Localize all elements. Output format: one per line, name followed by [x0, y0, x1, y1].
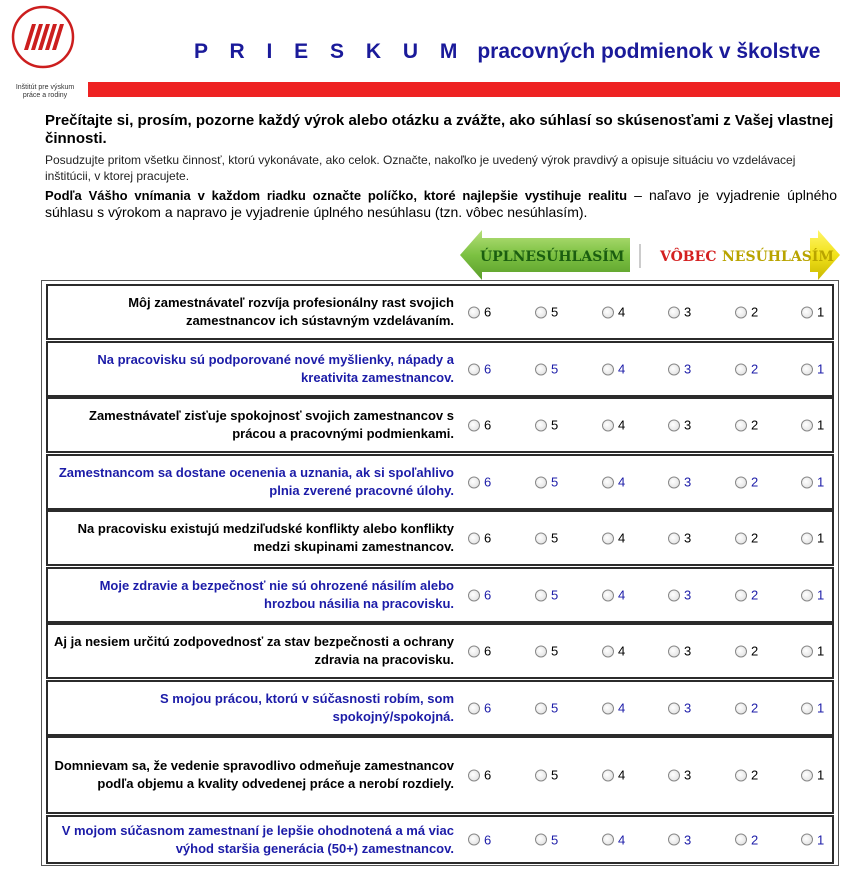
- radio-button[interactable]: [468, 589, 480, 601]
- radio-button[interactable]: [468, 306, 480, 318]
- radio-button[interactable]: [468, 476, 480, 488]
- rating-options: [460, 399, 828, 451]
- instructions-rating-note: [45, 187, 837, 221]
- rating-option-label: 1: [817, 700, 825, 716]
- rating-option-label: 5: [551, 530, 559, 546]
- rating-option-1[interactable]: [801, 644, 824, 659]
- rating-option-label: 2: [751, 700, 759, 716]
- scale-left-word2: SÚHLASÍM: [536, 249, 625, 265]
- rating-option-label: 2: [751, 361, 759, 377]
- rating-option-2[interactable]: [735, 531, 758, 546]
- rating-option-label: 1: [817, 361, 825, 377]
- rating-option-label: 1: [817, 832, 825, 847]
- rating-option-label: 4: [618, 474, 626, 490]
- rating-option-label: 6: [484, 643, 492, 659]
- radio-button[interactable]: [468, 532, 480, 544]
- radio-button[interactable]: [801, 834, 813, 846]
- radio-button[interactable]: [468, 419, 480, 431]
- page-title-subject: pracovných podmienok v školstve: [477, 40, 821, 63]
- rating-option-5[interactable]: [535, 701, 558, 716]
- rating-option-4[interactable]: [602, 588, 625, 603]
- rating-option-label: 3: [684, 417, 692, 433]
- rating-option-4[interactable]: [602, 701, 625, 716]
- rating-option-label: 4: [618, 587, 626, 603]
- rating-option-2[interactable]: [735, 701, 758, 716]
- rating-option-6[interactable]: [468, 362, 491, 377]
- rating-option-label: 4: [618, 361, 626, 377]
- rating-option-3[interactable]: [668, 832, 691, 847]
- radio-button[interactable]: [735, 834, 747, 846]
- radio-button[interactable]: [735, 769, 747, 781]
- rating-option-1[interactable]: [801, 418, 824, 433]
- radio-button[interactable]: [535, 645, 547, 657]
- rating-option-1[interactable]: [801, 588, 824, 603]
- rating-option-3[interactable]: [668, 418, 691, 433]
- rating-options: [460, 569, 828, 621]
- radio-button[interactable]: [735, 363, 747, 375]
- rating-options: [460, 456, 828, 508]
- radio-button[interactable]: [735, 306, 747, 318]
- rating-option-label: 2: [751, 474, 759, 490]
- question-row: [46, 454, 834, 510]
- rating-option-3[interactable]: [668, 768, 691, 783]
- radio-button[interactable]: [602, 306, 614, 318]
- rating-option-label: 6: [484, 417, 492, 433]
- radio-button[interactable]: [735, 589, 747, 601]
- radio-button[interactable]: [602, 645, 614, 657]
- radio-button[interactable]: [602, 702, 614, 714]
- rating-option-label: 4: [618, 767, 626, 783]
- radio-button[interactable]: [602, 419, 614, 431]
- rating-option-3[interactable]: [668, 305, 691, 320]
- rating-option-label: 3: [684, 700, 692, 716]
- question-row: [46, 510, 834, 566]
- rating-option-label: 4: [618, 700, 626, 716]
- question-text: Moje zdravie a bezpečnosť nie sú ohrozené násilím alebo hrozbou násilia na pracovisku.: [99, 578, 454, 611]
- rating-option-2[interactable]: [735, 362, 758, 377]
- radio-button[interactable]: [602, 769, 614, 781]
- rating-option-label: 5: [551, 832, 559, 847]
- rating-option-label: 5: [551, 587, 559, 603]
- rating-option-2[interactable]: [735, 588, 758, 603]
- rating-option-label: 6: [484, 700, 492, 716]
- instructions-heading: Prečítajte si, prosím, pozorne každý výrok alebo otázku a zvážte, ako súhlasí so skúsenosťami z Vašej vlastnej činnosti.: [45, 112, 834, 147]
- rating-option-label: 4: [618, 643, 626, 659]
- radio-button[interactable]: [668, 589, 680, 601]
- rating-option-label: 6: [484, 832, 492, 847]
- question-row: [46, 567, 834, 623]
- question-row: [46, 815, 834, 864]
- rating-option-label: 1: [817, 530, 825, 546]
- rating-option-label: 2: [751, 832, 759, 847]
- question-row: [46, 736, 834, 814]
- rating-option-label: 1: [817, 474, 825, 490]
- radio-button[interactable]: [668, 306, 680, 318]
- radio-button[interactable]: [468, 363, 480, 375]
- rating-option-1[interactable]: [801, 475, 824, 490]
- rating-option-5[interactable]: [535, 768, 558, 783]
- radio-button[interactable]: [468, 769, 480, 781]
- rating-option-3[interactable]: [668, 362, 691, 377]
- rating-option-label: 3: [684, 361, 692, 377]
- rating-options: [460, 625, 828, 677]
- rating-option-label: 1: [817, 304, 825, 320]
- question-text: Zamestnancom sa dostane ocenenia a uznania, ak si spoľahlivo plnia zverené pracovné úlohy.: [58, 465, 454, 498]
- rating-option-6[interactable]: [468, 768, 491, 783]
- rating-option-3[interactable]: [668, 475, 691, 490]
- rating-option-label: 3: [684, 304, 692, 320]
- rating-option-label: 5: [551, 417, 559, 433]
- rating-option-2[interactable]: [735, 475, 758, 490]
- logo-caption: [6, 84, 84, 100]
- radio-button[interactable]: [668, 702, 680, 714]
- rating-option-4[interactable]: [602, 644, 625, 659]
- rating-option-1[interactable]: [801, 362, 824, 377]
- rating-option-5[interactable]: [535, 644, 558, 659]
- rating-option-5[interactable]: [535, 588, 558, 603]
- rating-option-label: 3: [684, 530, 692, 546]
- rating-option-5[interactable]: [535, 418, 558, 433]
- rating-option-1[interactable]: [801, 768, 824, 783]
- rating-note-bold: Podľa Vášho vnímania v každom riadku označte políčko, ktoré najlepšie vystihuje realitu: [45, 188, 628, 203]
- logo-caption-line1: Inštitút pre výskum: [15, 84, 75, 91]
- rating-option-1[interactable]: [801, 305, 824, 320]
- radio-button[interactable]: [801, 769, 813, 781]
- instructions: [45, 112, 837, 221]
- question-text: Na pracovisku sú podporované nové myšlienky, nápady a kreativita zamestnancov.: [97, 352, 454, 385]
- radio-button[interactable]: [468, 834, 480, 846]
- rating-option-label: 5: [551, 700, 559, 716]
- radio-button[interactable]: [735, 702, 747, 714]
- radio-button[interactable]: [602, 532, 614, 544]
- rating-option-label: 2: [751, 767, 759, 783]
- radio-button[interactable]: [535, 419, 547, 431]
- question-row: [46, 341, 834, 397]
- radio-button[interactable]: [535, 834, 547, 846]
- rating-options: [460, 512, 828, 564]
- rating-option-label: 6: [484, 530, 492, 546]
- radio-button[interactable]: [801, 419, 813, 431]
- scale-right-word2: NESÚHLASÍM: [722, 249, 834, 265]
- rating-option-2[interactable]: [735, 418, 758, 433]
- rating-options: [460, 343, 828, 395]
- question-text: Domnievam sa, že vedenie spravodlivo odmeňuje zamestnancov podľa objemu a kvality odvedenej práce a nerobí rozdiely.: [54, 758, 454, 791]
- page-title: [194, 40, 820, 64]
- rating-option-4[interactable]: [602, 475, 625, 490]
- logo-emblem-icon: [10, 4, 76, 70]
- rating-option-3[interactable]: [668, 701, 691, 716]
- rating-option-label: 2: [751, 417, 759, 433]
- rating-option-label: 5: [551, 304, 559, 320]
- rating-option-label: 3: [684, 474, 692, 490]
- rating-option-label: 3: [684, 832, 692, 847]
- rating-option-4[interactable]: [602, 531, 625, 546]
- rating-option-3[interactable]: [668, 588, 691, 603]
- question-row: [46, 284, 834, 340]
- question-text: Môj zamestnávateľ rozvíja profesionálny rast svojich zamestnancov ich sústavným vzdelávaním.: [128, 295, 454, 328]
- radio-button[interactable]: [668, 769, 680, 781]
- rating-option-label: 1: [817, 417, 825, 433]
- rating-option-4[interactable]: [602, 305, 625, 320]
- rating-option-label: 3: [684, 767, 692, 783]
- radio-button[interactable]: [668, 363, 680, 375]
- rating-option-label: 3: [684, 643, 692, 659]
- rating-option-3[interactable]: [668, 644, 691, 659]
- rating-option-label: 6: [484, 361, 492, 377]
- rating-option-4[interactable]: [602, 362, 625, 377]
- question-text: S mojou prácou, ktorú v súčasnosti robím, som spokojný/spokojná.: [160, 691, 454, 724]
- header-divider-bar: [88, 82, 840, 97]
- rating-options: [460, 738, 828, 812]
- rating-option-label: 3: [684, 587, 692, 603]
- rating-option-6[interactable]: [468, 531, 491, 546]
- rating-option-label: 1: [817, 587, 825, 603]
- radio-button[interactable]: [735, 419, 747, 431]
- radio-button[interactable]: [735, 476, 747, 488]
- instructions-paragraph: Posudzujte pritom všetku činnosť, ktorú vykonávate, ako celok. Označte, nakoľko je uvedený výrok pravdivý a opisuje situáciu vo vzdelávacej inštitúcii, v ktorej pracujete.: [45, 153, 796, 183]
- rating-option-label: 5: [551, 361, 559, 377]
- question-text: Aj ja nesiem určitú zodpovednosť za stav bezpečnosti a ochrany zdravia na pracovisku.: [54, 634, 454, 667]
- rating-options: [460, 682, 828, 734]
- radio-button[interactable]: [801, 476, 813, 488]
- rating-option-label: 4: [618, 417, 626, 433]
- radio-button[interactable]: [535, 702, 547, 714]
- rating-option-label: 4: [618, 832, 626, 847]
- radio-button[interactable]: [801, 589, 813, 601]
- radio-button[interactable]: [735, 532, 747, 544]
- radio-button[interactable]: [602, 834, 614, 846]
- rating-option-label: 1: [817, 643, 825, 659]
- rating-option-label: 6: [484, 474, 492, 490]
- institute-logo: [6, 4, 84, 104]
- radio-button[interactable]: [801, 532, 813, 544]
- rating-option-label: 2: [751, 304, 759, 320]
- radio-button[interactable]: [668, 645, 680, 657]
- question-row: [46, 623, 834, 679]
- rating-option-label: 6: [484, 587, 492, 603]
- radio-button[interactable]: [535, 769, 547, 781]
- radio-button[interactable]: [468, 645, 480, 657]
- radio-button[interactable]: [535, 532, 547, 544]
- rating-option-6[interactable]: [468, 701, 491, 716]
- radio-button[interactable]: [468, 702, 480, 714]
- question-text: Zamestnávateľ zisťuje spokojnosť svojich zamestnancov s prácou a pracovnými podmienkami.: [89, 408, 454, 441]
- scale-left-word1: ÚPLNE: [480, 249, 537, 265]
- rating-option-5[interactable]: [535, 362, 558, 377]
- rating-option-1[interactable]: [801, 701, 824, 716]
- rating-option-2[interactable]: [735, 305, 758, 320]
- rating-note-rest: – naľavo je vyjadrenie úplného súhlasu s výrokom a napravo je vyjadrenie úplného nesúhlasu (tzn. vôbec nesúhlasím).: [45, 187, 837, 220]
- radio-button[interactable]: [801, 363, 813, 375]
- radio-button[interactable]: [535, 476, 547, 488]
- radio-button[interactable]: [602, 363, 614, 375]
- rating-option-5[interactable]: [535, 531, 558, 546]
- radio-button[interactable]: [602, 589, 614, 601]
- rating-option-label: 2: [751, 643, 759, 659]
- scale-right-word1: VÔBEC: [660, 249, 717, 265]
- rating-option-label: 4: [618, 530, 626, 546]
- radio-button[interactable]: [535, 306, 547, 318]
- radio-button[interactable]: [535, 363, 547, 375]
- rating-option-label: 5: [551, 474, 559, 490]
- radio-button[interactable]: [735, 645, 747, 657]
- rating-option-label: 6: [484, 767, 492, 783]
- rating-option-6[interactable]: [468, 475, 491, 490]
- rating-option-label: 2: [751, 530, 759, 546]
- radio-button[interactable]: [801, 306, 813, 318]
- radio-button[interactable]: [801, 702, 813, 714]
- logo-caption-line2: práce a rodiny: [22, 92, 68, 99]
- rating-option-3[interactable]: [668, 531, 691, 546]
- radio-button[interactable]: [668, 834, 680, 846]
- rating-option-2[interactable]: [735, 768, 758, 783]
- rating-option-5[interactable]: [535, 305, 558, 320]
- rating-option-2[interactable]: [735, 832, 758, 847]
- question-text: Na pracovisku existujú medziľudské konflikty alebo konflikty medzi skupinami zamestnancov.: [77, 521, 454, 554]
- rating-option-label: 1: [817, 767, 825, 783]
- rating-option-4[interactable]: [602, 418, 625, 433]
- rating-option-label: 5: [551, 767, 559, 783]
- rating-option-6[interactable]: [468, 832, 491, 847]
- rating-option-1[interactable]: [801, 531, 824, 546]
- radio-button[interactable]: [801, 645, 813, 657]
- page-title-survey: P R I E S K U M: [194, 40, 466, 63]
- rating-options: [460, 817, 828, 862]
- question-text: V mojom súčasnom zamestnaní je lepšie ohodnotená a má viac výhod staršia generácia (50+) zamestnancov.: [61, 822, 454, 856]
- rating-option-6[interactable]: [468, 644, 491, 659]
- radio-button[interactable]: [668, 419, 680, 431]
- rating-option-4[interactable]: [602, 768, 625, 783]
- rating-option-6[interactable]: [468, 588, 491, 603]
- question-row: [46, 680, 834, 736]
- radio-button[interactable]: [668, 532, 680, 544]
- rating-option-label: 5: [551, 643, 559, 659]
- agreement-scale-banner: [460, 230, 840, 280]
- question-row: [46, 397, 834, 453]
- rating-option-label: 2: [751, 587, 759, 603]
- rating-options: [460, 286, 828, 338]
- rating-option-1[interactable]: [801, 832, 824, 847]
- rating-option-6[interactable]: [468, 305, 491, 320]
- radio-button[interactable]: [535, 589, 547, 601]
- rating-option-2[interactable]: [735, 644, 758, 659]
- radio-button[interactable]: [668, 476, 680, 488]
- rating-option-6[interactable]: [468, 418, 491, 433]
- radio-button[interactable]: [602, 476, 614, 488]
- rating-option-4[interactable]: [602, 832, 625, 847]
- rating-option-label: 6: [484, 304, 492, 320]
- rating-option-5[interactable]: [535, 475, 558, 490]
- rating-option-5[interactable]: [535, 832, 558, 847]
- rating-option-label: 4: [618, 304, 626, 320]
